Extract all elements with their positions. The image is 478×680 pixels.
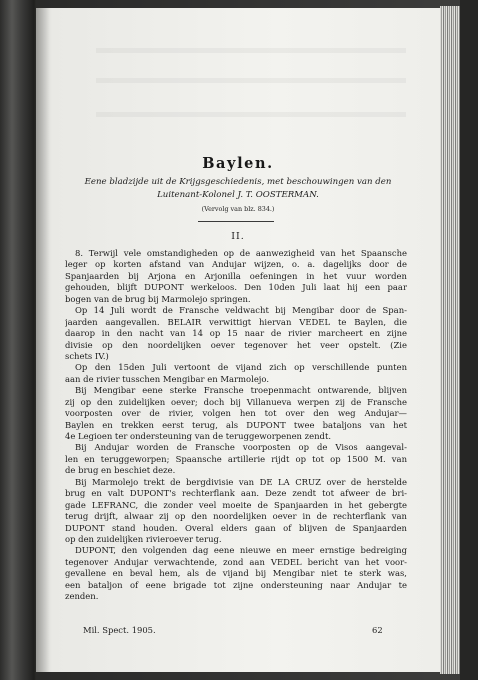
book-cover-edge bbox=[460, 0, 478, 680]
text-line: terug drijft, alwaar zij op den noordelijken oever in de rechterflank van bbox=[65, 511, 407, 522]
text-line: de brug en beschiet deze. bbox=[65, 465, 176, 476]
text-line: Bij Andujar worden de Fransche voorposten op de Visos aangeval- bbox=[75, 442, 407, 453]
text-line: voorposten over de rivier, volgen hen tot over den weg Andujar— bbox=[65, 408, 407, 419]
article-heading: Baylen. bbox=[202, 155, 274, 172]
show-through-text bbox=[96, 112, 406, 117]
text-line: leger op korten afstand van Andujar wijzen, o. a. dagelijks door de bbox=[65, 259, 407, 270]
show-through-text bbox=[96, 48, 406, 53]
text-line: gevallene en beval hem, als de vijand bij Mengibar niet te sterk was, bbox=[65, 568, 407, 579]
text-line: schets IV.) bbox=[65, 350, 109, 361]
text-line: Bij Mengibar eene sterke Fransche troepenmacht ontwarende, blijven bbox=[75, 385, 407, 396]
gutter-shadow bbox=[36, 8, 50, 672]
section-number: II. bbox=[231, 231, 245, 242]
book-page bbox=[36, 8, 440, 672]
text-line: een bataljon of eene brigade tot zijne ondersteuning naar Andujar te bbox=[65, 579, 407, 590]
text-line: divisie op den noordelijken oever tegenover het veer opstelt. (Zie bbox=[65, 339, 407, 350]
article-subtitle-line-1: Eene bladzijde uit de Krijgsgeschiedenis, met beschouwingen van den bbox=[84, 177, 392, 187]
text-line: 8. Terwijl vele omstandigheden op de aanwezigheid van het Spaansche bbox=[75, 248, 407, 258]
page-stack-edge bbox=[440, 6, 460, 674]
article-subtitle-line-2: Luitenant-Kolonel J. T. OOSTERMAN. bbox=[157, 190, 319, 200]
journal-footer: Mil. Spect. 1905. bbox=[83, 625, 156, 635]
text-line: Op den 15den Juli vertoont de vijand zich op verschillende punten bbox=[75, 362, 407, 373]
text-line: daarop in den nacht van 14 op 15 naar de rivier marcheert en zijne bbox=[65, 328, 407, 339]
text-line: op den zuidelijken rivieroever terug. bbox=[65, 533, 222, 544]
text-line: tegenover Andujar verwachtende, zond aan VEDEL bericht van het voor- bbox=[65, 556, 407, 567]
text-line: bogen van de brug bij Marmolejo springen. bbox=[65, 293, 251, 304]
text-line: len en teruggeworpen; Spaansche artillerie rijdt op tot op 1500 M. van bbox=[65, 453, 407, 464]
text-line: gade LEFRANC, die zonder veel moeite de Spanjaarden in het gebergte bbox=[65, 499, 407, 510]
signature-mark: 62 bbox=[372, 625, 383, 635]
text-line: aan de rivier tusschen Mengibar en Marmolejo. bbox=[65, 373, 270, 384]
body-text bbox=[65, 248, 407, 603]
text-line: Bij Marmolejo trekt de bergdivisie van DE LA CRUZ over de herstelde bbox=[75, 476, 407, 487]
text-line: Op 14 Juli wordt de Fransche veldwacht bij Mengibar door de Span- bbox=[75, 305, 407, 316]
text-line: zenden. bbox=[65, 591, 99, 602]
heading-rule bbox=[198, 221, 274, 222]
text-line: Baylen en trekken eerst terug, als DUPONT twee bataljons van het bbox=[65, 419, 407, 430]
text-line: 4e Legioen ter ondersteuning van de teruggeworpenen zendt. bbox=[65, 431, 332, 441]
text-line: zij op den zuidelijken oever; doch bij Villanueva werpen zij de Fransche bbox=[65, 396, 407, 407]
text-line: jaarden aangevallen. BELAIR verwittigt hiervan VEDEL te Baylen, die bbox=[65, 316, 407, 327]
text-line: brug en valt DUPONT's rechterflank aan. Deze zendt tot afweer de bri- bbox=[65, 488, 407, 499]
text-line: DUPONT, den volgenden dag eene nieuwe en meer ernstige bedreiging bbox=[75, 545, 407, 556]
text-line: gehouden, blijft DUPONT werkeloos. Den 10den Juli laat hij een paar bbox=[65, 282, 407, 293]
text-line: Spanjaarden bij Arjona en Arjonilla oefeningen in het vuur worden bbox=[65, 270, 407, 281]
show-through-text bbox=[96, 78, 406, 83]
text-line: DUPONT stand houden. Overal elders gaan of blijven de Spanjaarden bbox=[65, 522, 407, 533]
continued-note: (Vervolg van blz. 834.) bbox=[201, 205, 275, 213]
